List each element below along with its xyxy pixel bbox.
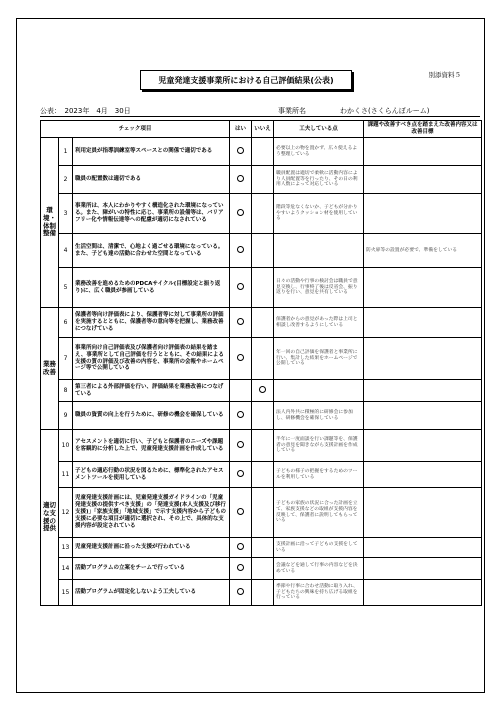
table-row [41, 488, 482, 538]
table-row [41, 268, 482, 308]
no-cell [252, 430, 274, 462]
row-effort: 法人内外共に積極的に研修会に参加し、研修機会を確保している [274, 402, 364, 430]
row-effort: 年一回の自己評価を保護者と事業所に行い、集計した結果をホームページで公開している [274, 338, 364, 380]
yes-cell [230, 488, 252, 538]
row-effort: 半年に一度面談を行い課題等を、保護者の意見を聞きながら支援計画を作成している [274, 430, 364, 462]
row-effort: 子どもの様子の把握をするためのツールを利用している [274, 462, 364, 488]
yes-circle-mark [237, 470, 244, 477]
row-improve [364, 430, 482, 462]
yes-circle-mark [237, 441, 244, 448]
row-item: 利用定員が指導訓練室等スペースとの関係で適切である [73, 138, 230, 166]
row-item: 生活空間は、清潔で、心地よく過ごせる環境になっている。また、子ども達の活動に合わせた空間となっている [73, 234, 230, 268]
no-cell [252, 166, 274, 194]
row-improve [364, 558, 482, 580]
yes-cell [230, 538, 252, 558]
yes-cell [230, 380, 252, 402]
table-row [41, 380, 482, 402]
no-cell [252, 488, 274, 538]
yes-circle-mark [237, 508, 244, 515]
row-item: 職員の資質の向上を行うために、研修の機会を確保している [73, 402, 230, 430]
yes-cell [230, 138, 252, 166]
no-cell [252, 268, 274, 308]
row-item: アセスメントを適切に行い、子どもと保護者のニーズや課題を客観的に分析した上で、児童発達支援計画を作成している [73, 430, 230, 462]
facility-name: わかくさ(さくらんぼルーム) [340, 107, 430, 115]
category-environment: 環境・体制整備 [41, 138, 59, 308]
yes-cell [230, 234, 252, 268]
row-effort [274, 380, 364, 402]
meta-underline [40, 116, 480, 117]
row-number: 13 [59, 538, 73, 558]
yes-cell [230, 194, 252, 234]
row-number: 10 [59, 430, 73, 462]
row-number: 6 [59, 308, 73, 338]
row-improve [364, 268, 482, 308]
table-row [41, 138, 482, 166]
table-row [41, 558, 482, 580]
no-cell [252, 234, 274, 268]
row-effort: 保護者からの意見があった際は上司と相談し改善するようにしている [274, 308, 364, 338]
header-yes: はい [230, 121, 252, 138]
row-number: 11 [59, 462, 73, 488]
row-number: 15 [59, 580, 73, 606]
facility-label: 事業所名 [278, 107, 306, 115]
yes-cell [230, 166, 252, 194]
header-no: いいえ [252, 121, 274, 138]
header-check: チェック項目 [41, 121, 230, 138]
no-cell [252, 338, 274, 380]
yes-cell [230, 338, 252, 380]
yes-cell [230, 268, 252, 308]
category-operations: 業務改善 [41, 308, 59, 430]
row-improve [364, 308, 482, 338]
row-item: 職員の配置数は適切である [73, 166, 230, 194]
yes-circle-mark [237, 175, 244, 182]
yes-circle-mark [237, 543, 244, 550]
no-cell [252, 462, 274, 488]
yes-cell [230, 402, 252, 430]
header-efforts: 工夫している点 [274, 121, 364, 138]
row-improve [364, 488, 482, 538]
row-effort: 会議などを通して行事の内容などを決めている [274, 558, 364, 580]
row-item: 業務改善を進めるためのPDCAサイクル(目標設定と振り返り)に、広く職員が参画している [73, 268, 230, 308]
row-item: 事業所は、本人にわかりやすく構造化された環境になっている。また、障がいの特性に応じ、事業所の設備等は、バリアフリー化や情報伝達等への配慮が適切になされている [73, 194, 230, 234]
row-effort: 階段等危なくないか、子どもが分かりやすいようクッション材を使用している [274, 194, 364, 234]
publication-date: 公表： 2023年 4月 30日 [40, 107, 131, 115]
row-effort: 職員配置は適切で柔軟に活動内容により人員配置等を行ったり、その日の利用人数によって対応している [274, 166, 364, 194]
no-cell [252, 138, 274, 166]
row-item: 第三者による外部評価を行い、評価結果を業務改善につなげている [73, 380, 230, 402]
row-improve [364, 380, 482, 402]
row-item: 子どもの適応行動の状況を図るために、標準化されたアセスメントツールを使用している [73, 462, 230, 488]
yes-circle-mark [237, 354, 244, 361]
table-row [41, 430, 482, 462]
row-improve [364, 538, 482, 558]
evaluation-table [40, 120, 482, 606]
table-row [41, 166, 482, 194]
no-cell [252, 538, 274, 558]
row-item: 活動プログラムの立案をチームで行っている [73, 558, 230, 580]
yes-circle-mark [237, 283, 244, 290]
row-effort: 季節や行事に合わせ活動に取り入れ、子どもたちの興味を持ち広げる取組を行っている [274, 580, 364, 606]
yes-cell [230, 308, 252, 338]
row-number: 5 [59, 268, 73, 308]
table-row [41, 462, 482, 488]
yes-circle-mark [237, 246, 244, 253]
row-improve [364, 138, 482, 166]
row-effort: 支援計画に沿って子どもの支援をしている [274, 538, 364, 558]
attachment-label: 別添資料５ [428, 71, 461, 79]
no-cell [252, 194, 274, 234]
yes-cell [230, 430, 252, 462]
row-number: 7 [59, 338, 73, 380]
row-item: 児童発達支援計画には、児童発達支援ガイドラインの「児童発達支援の提供すべき支援」の「発達支援(本人支援及び移行支援)」「家族支援」「地域支援」で示す支援内容から子どもの支援に必要な項目が適切に選択され、その上で、具体的な支援内容が設定されている [73, 488, 230, 538]
row-item: 事業所向け自己評価表及び保護者向け評価表の結果を踏まえ、事業所として自己評価を行うとともに、その結果による支援の質の評価及び改善の内容を、事業所の会報やホームページ等で公開している [73, 338, 230, 380]
row-improve [364, 166, 482, 194]
yes-circle-mark [237, 147, 244, 154]
row-number: 14 [59, 558, 73, 580]
yes-circle-mark [237, 564, 244, 571]
no-cell [252, 380, 274, 402]
row-effort [274, 234, 364, 268]
no-cell [252, 402, 274, 430]
table-row [41, 194, 482, 234]
row-improve [364, 462, 482, 488]
yes-cell [230, 558, 252, 580]
table-row [41, 338, 482, 380]
yes-circle-mark [237, 588, 244, 595]
table-row [41, 538, 482, 558]
row-number: 8 [59, 380, 73, 402]
yes-cell [230, 580, 252, 606]
row-number: 3 [59, 194, 73, 234]
row-effort: 必要以上の物を置かず、広々使えるよう整理している [274, 138, 364, 166]
row-improve [364, 194, 482, 234]
table-row [41, 234, 482, 268]
yes-circle-mark [237, 318, 244, 325]
row-number: 9 [59, 402, 73, 430]
category-support: 適切な支援の提供 [41, 430, 59, 606]
yes-circle-mark [237, 209, 244, 216]
table-row [41, 402, 482, 430]
row-effort: 子どもの家族の状況に合った計画を立て、家族支援などの取組が支援内容を反映して、保護者に説明してもらっている [274, 488, 364, 538]
row-improve [364, 580, 482, 606]
yes-circle-mark [237, 411, 244, 418]
row-improve [364, 338, 482, 380]
no-cell [252, 580, 274, 606]
table-row [41, 308, 482, 338]
header-improve: 課題や改善すべき点を踏まえた改善内容又は改善目標 [364, 121, 482, 138]
no-cell [252, 308, 274, 338]
header-row [41, 121, 482, 138]
no-cell [252, 558, 274, 580]
row-number: 2 [59, 166, 73, 194]
row-effort: 日々の活動や行事の検討会は職員で意見交換し、行事終了後は反省会、振り返りを行い、意見を共有している [274, 268, 364, 308]
row-item: 児童発達支援計画に沿った支援が行われている [73, 538, 230, 558]
row-improve [364, 402, 482, 430]
row-number: 1 [59, 138, 73, 166]
row-number: 12 [59, 488, 73, 538]
table-row [41, 580, 482, 606]
row-number: 4 [59, 234, 73, 268]
no-circle-mark [259, 386, 266, 393]
row-improve: 防火扉等の設置が必要で、準備をしている [364, 234, 482, 268]
row-item: 活動プログラムが固定化しないよう工夫している [73, 580, 230, 606]
yes-cell [230, 462, 252, 488]
row-item: 保護者等向け評価表により、保護者等に対して事業所の評価を実施するとともに、保護者等の意向等を把握し、業務改善につなげている [73, 308, 230, 338]
document-title: 児童発達支援事業所における自己評価結果(公表) [140, 70, 352, 90]
